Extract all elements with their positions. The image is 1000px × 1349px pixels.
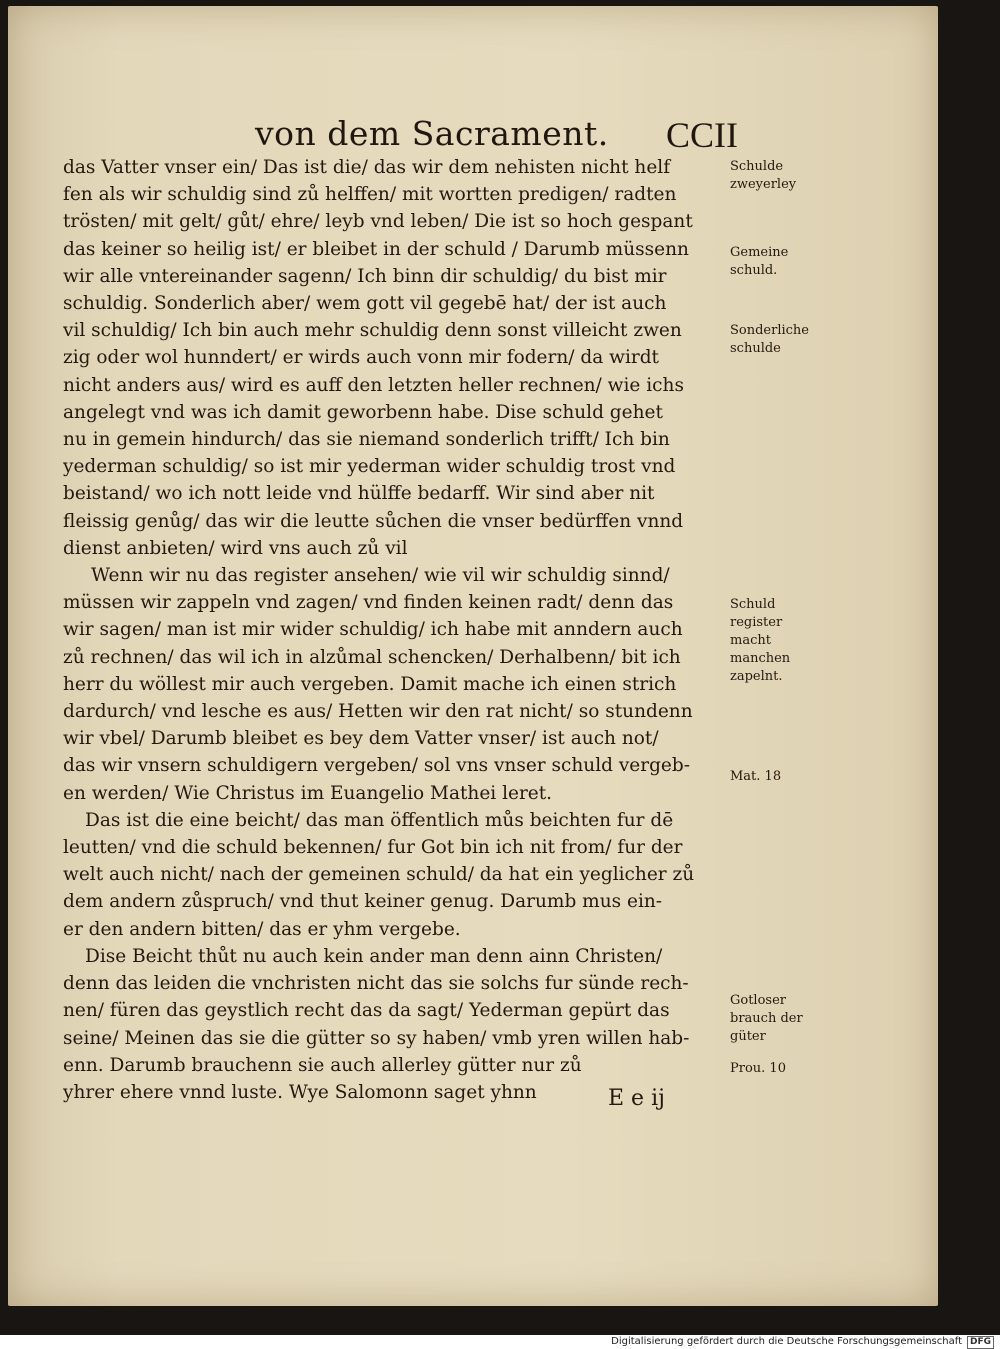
text-line: yhrer ehere vnnd luste. Wye Salomonn saget yhnn <box>63 1081 537 1103</box>
text-line: angelegt vnd was ich damit geworbenn habe. Dise schuld gehet <box>63 401 663 423</box>
text-line: fleissig genůg/ das wir die leutte sůchen die vnser bedürffen vnnd <box>63 510 684 532</box>
margin-note: Gemeine schuld. <box>730 245 789 278</box>
text-line: en werden/ Wie Christus im Euangelio Mathei leret. <box>63 782 553 804</box>
margin-note: Schulde zweyerley <box>730 159 797 192</box>
text-line: nicht anders aus/ wird es auff den letzten heller rechnen/ wie ichs <box>63 374 684 396</box>
text-line: das Vatter vnser ein/ Das ist die/ das wir dem nehisten nicht helf <box>63 157 671 178</box>
text-line: schuldig. Sonderlich aber/ wem gott vil gegebē hat/ der ist auch <box>63 293 667 315</box>
signature-mark: E e ij <box>608 1086 665 1111</box>
text-line: wir sagen/ man ist mir wider schuldig/ ich habe mit anndern auch <box>63 619 683 641</box>
text-line: Das ist die eine beicht/ das man öffentlich můs beichten fur dē <box>85 809 674 831</box>
text-line: fen als wir schuldig sind zů helffen/ mit wortten predigen/ radten <box>63 184 677 206</box>
text-line: beistand/ wo ich nott leide vnd hülffe bedarff. Wir sind aber nit <box>63 483 655 505</box>
text-line: Wenn wir nu das register ansehen/ wie vil wir schuldig sinnd/ <box>91 565 670 587</box>
footer-bar <box>0 1335 1000 1349</box>
paragraph-4 <box>63 943 735 1106</box>
text-line: er den andern bitten/ das er yhm vergebe. <box>63 918 461 940</box>
text-line: leutten/ vnd die schuld bekennen/ fur Got bin ich nit from/ fur der <box>63 837 683 859</box>
text-line: das wir vnsern schuldigern vergeben/ sol vns vnser schuld vergeb- <box>63 755 690 777</box>
text-line: seine/ Meinen das sie die gütter so sy haben/ vmb yren willen hab- <box>63 1027 690 1049</box>
margin-note: Sonderliche schulde <box>730 323 809 356</box>
text-line: trösten/ mit gelt/ gůt/ ehre/ leyb vnd leben/ Die ist so hoch gespant <box>63 211 693 233</box>
text-line: welt auch nicht/ nach der gemeinen schuld/ da hat ein yeglicher zů <box>63 864 695 886</box>
text-line: nu in gemein hindurch/ das sie niemand sonderlich trifft/ Ich bin <box>63 429 670 451</box>
text-line: enn. Darumb brauchenn sie auch allerley gütter nur zů <box>63 1054 582 1076</box>
margin-note: Prou. 10 <box>730 1061 786 1076</box>
text-line: zů rechnen/ das wil ich in alzůmal schencken/ Derhalbenn/ bit ich <box>63 646 681 668</box>
text-line: yederman schuldig/ so ist mir yederman wider schuldig trost vnd <box>63 456 676 478</box>
text-line: vil schuldig/ Ich bin auch mehr schuldig denn sonst villeicht zwen <box>63 320 682 342</box>
footer-credit: Digitalisierung gefördert durch die Deutsche Forschungsgemeinschaft <box>611 1336 962 1347</box>
running-title: von dem Sacrament. <box>255 114 609 153</box>
text-line: Dise Beicht thůt nu auch kein ander man denn ainn Christen/ <box>85 945 663 967</box>
paragraph-1 <box>63 154 735 562</box>
body-text <box>63 154 735 1106</box>
text-line: dienst anbieten/ wird vns auch zů vil <box>63 537 408 559</box>
text-line: dem andern zůspruch/ vnd thut keiner genug. Darumb mus ein- <box>63 891 663 913</box>
margin-note: Schuld register macht manchen zapelnt. <box>730 597 791 684</box>
text-line: denn das leiden die vnchristen nicht das sie solchs fur sünde rech- <box>63 973 689 995</box>
text-line: wir vbel/ Darumb bleibet es bey dem Vatter vnser/ ist auch not/ <box>63 728 659 750</box>
text-line: nen/ füren das geystlich recht das da sagt/ Yederman gepürt das <box>63 1000 670 1022</box>
text-line: zig oder wol hunndert/ er wirds auch vonn mir fodern/ da wirdt <box>63 347 659 369</box>
margin-note: Mat. 18 <box>730 769 782 784</box>
text-line: dardurch/ vnd lesche es aus/ Hetten wir den rat nicht/ so stundenn <box>63 701 693 723</box>
folio-number: CCII <box>666 115 738 155</box>
text-line: müssen wir zappeln vnd zagen/ vnd finden keinen radt/ denn das <box>63 592 674 614</box>
paragraph-3 <box>63 807 735 943</box>
paragraph-2 <box>63 562 735 807</box>
dfg-logo: DFG <box>967 1336 994 1349</box>
margin-note: Gotloser brauch der güter <box>730 993 803 1044</box>
text-line: das keiner so heilig ist/ er bleibet in der schuld / Darumb müssenn <box>63 238 689 260</box>
text-line: herr du wöllest mir auch vergeben. Damit mache ich einen strich <box>63 673 677 695</box>
text-line: wir alle vntereinander sagenn/ Ich binn dir schuldig/ du bist mir <box>63 265 667 287</box>
